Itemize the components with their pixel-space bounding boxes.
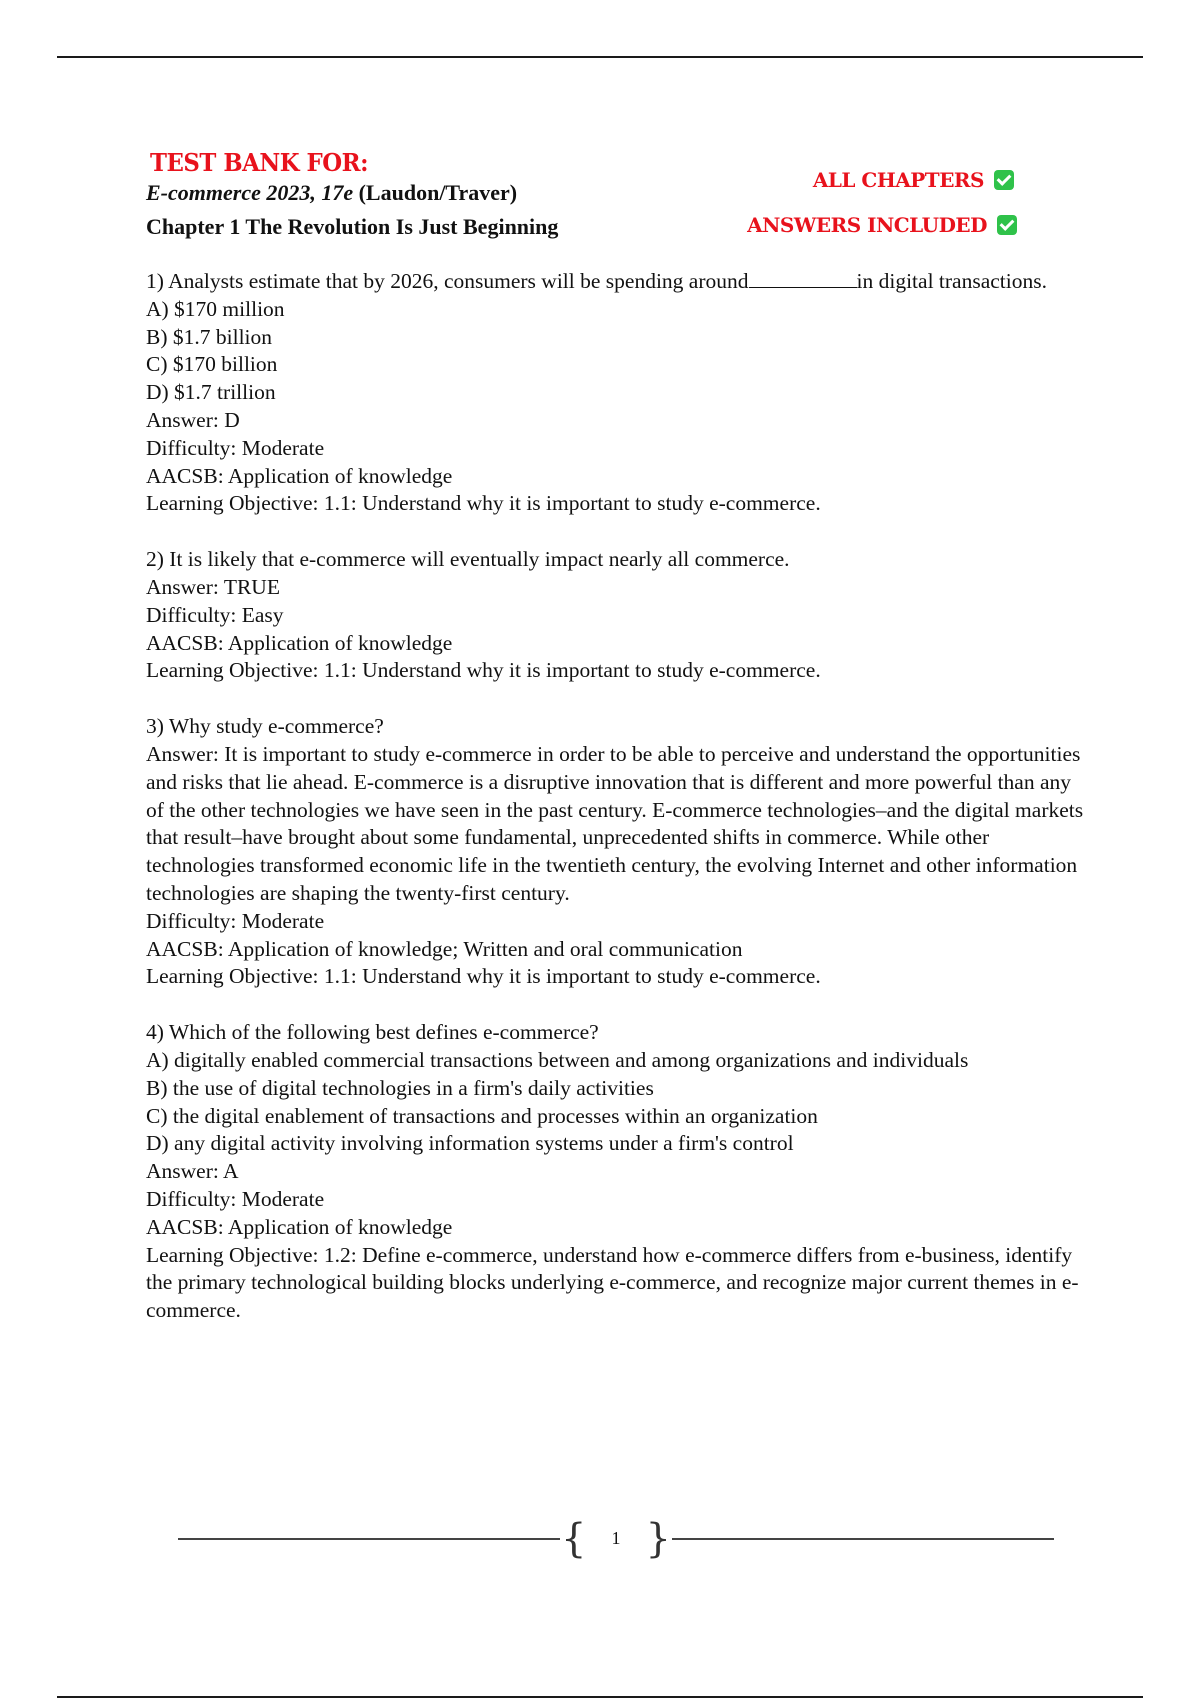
page-number: 1 bbox=[611, 1528, 621, 1548]
difficulty: Difficulty: Moderate bbox=[146, 435, 325, 460]
option: D) $1.7 trillion bbox=[146, 380, 276, 405]
aacsb: AACSB: Application of knowledge bbox=[146, 463, 453, 488]
option: B) $1.7 billion bbox=[146, 324, 273, 349]
question-stem: 4) Which of the following best defines e-commerce? bbox=[146, 1020, 599, 1045]
option: C) $170 billion bbox=[146, 352, 278, 377]
answer: Answer: D bbox=[146, 407, 240, 432]
difficulty: Difficulty: Moderate bbox=[146, 1186, 325, 1211]
question-stem-after: in digital transactions. bbox=[856, 269, 1047, 293]
check-icon bbox=[994, 170, 1014, 190]
book-authors: (Laudon/Traver) bbox=[358, 180, 518, 205]
answer-blank bbox=[749, 269, 857, 288]
question-stem bbox=[146, 268, 1086, 296]
book-title bbox=[146, 180, 517, 206]
check-icon bbox=[997, 215, 1017, 235]
top-rule bbox=[57, 56, 1143, 58]
badge-all-chapters bbox=[813, 168, 1014, 192]
learning-objective: Learning Objective: 1.1: Understand why it is important to study e-commerce. bbox=[146, 658, 821, 683]
badge-answers-included bbox=[747, 213, 1017, 237]
badge-answers-label: ANSWERS INCLUDED bbox=[747, 213, 987, 237]
option: A) digitally enabled commercial transactions between and among organizations and individuals bbox=[146, 1047, 969, 1072]
answer: Answer: A bbox=[146, 1159, 239, 1184]
page-footer bbox=[178, 1516, 1054, 1562]
question-4 bbox=[146, 1019, 1086, 1325]
question-3 bbox=[146, 713, 1086, 991]
right-brace-icon: } bbox=[645, 1516, 671, 1562]
badge-all-chapters-label: ALL CHAPTERS bbox=[812, 168, 984, 192]
aacsb: AACSB: Application of knowledge; Written and oral communication bbox=[146, 936, 743, 961]
question-1 bbox=[146, 268, 1086, 518]
answer: Answer: TRUE bbox=[146, 574, 280, 599]
difficulty: Difficulty: Moderate bbox=[146, 908, 325, 933]
difficulty: Difficulty: Easy bbox=[146, 602, 284, 627]
book-title-italic: E-commerce 2023, 17e bbox=[146, 180, 354, 205]
learning-objective: Learning Objective: 1.1: Understand why it is important to study e-commerce. bbox=[146, 491, 821, 516]
question-stem: 3) Why study e-commerce? bbox=[146, 714, 384, 739]
aacsb: AACSB: Application of knowledge bbox=[146, 630, 453, 655]
chapter-title: Chapter 1 The Revolution Is Just Beginning bbox=[146, 214, 559, 239]
learning-objective: Learning Objective: 1.1: Understand why it is important to study e-commerce. bbox=[146, 964, 821, 989]
test-bank-heading: TEST BANK FOR: bbox=[150, 148, 369, 177]
option: D) any digital activity involving information systems under a firm's control bbox=[146, 1131, 794, 1156]
question-stem-before: 1) Analysts estimate that by 2026, consumers will be spending around bbox=[146, 269, 749, 293]
left-brace-icon: { bbox=[561, 1516, 587, 1562]
question-2 bbox=[146, 546, 1086, 685]
option: B) the use of digital technologies in a firm's daily activities bbox=[146, 1075, 654, 1100]
answer: Answer: It is important to study e-commerce in order to be able to perceive and understand the opportunities and risks that lie ahead. E-commerce is a disruptive innovation that is different and more powerful than any of the other technologies we have seen in the past century. E-commerce technologies–and the digital markets that result–have brought about some fundamental, unprecedented shifts in commerce. While other technologies transformed economic life in the twentieth century, the evolving Internet and other information technologies are shaping the twenty-first century. bbox=[146, 741, 1084, 905]
option: A) $170 million bbox=[146, 296, 285, 321]
footer-line-right bbox=[672, 1538, 1054, 1540]
aacsb: AACSB: Application of knowledge bbox=[146, 1214, 453, 1239]
learning-objective: Learning Objective: 1.2: Define e-commerce, understand how e-commerce differs from e-business, identify the primary technological building blocks underlying e-commerce, and recognize major current themes in e-commerce. bbox=[146, 1242, 1079, 1323]
question-stem: 2) It is likely that e-commerce will eventually impact nearly all commerce. bbox=[146, 547, 790, 572]
option: C) the digital enablement of transactions and processes within an organization bbox=[146, 1103, 818, 1128]
question-list bbox=[146, 268, 1086, 1353]
bottom-rule bbox=[57, 1696, 1143, 1698]
